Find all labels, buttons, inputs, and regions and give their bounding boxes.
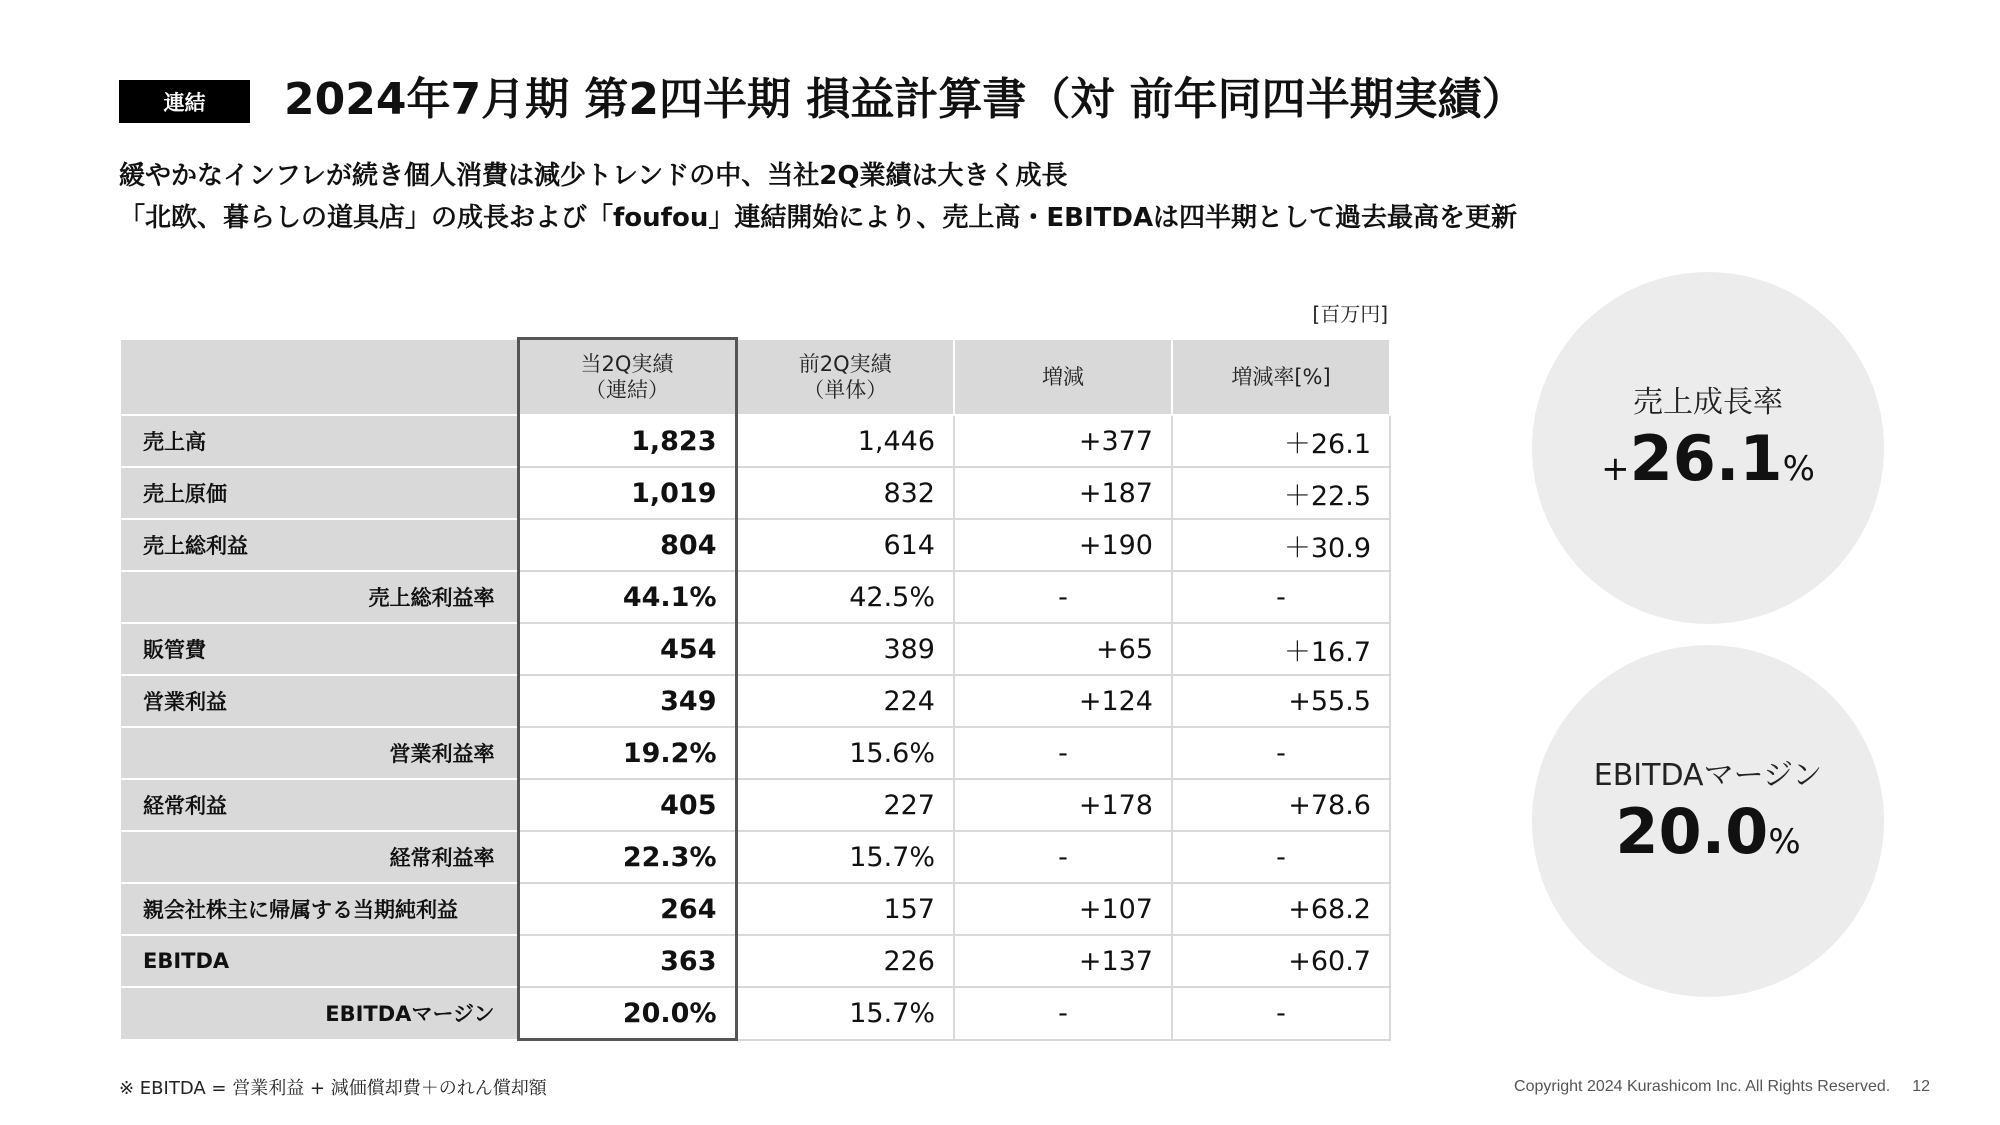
ebitda-margin-suffix: % xyxy=(1768,822,1801,862)
cell-diff: - xyxy=(954,831,1172,883)
table-row xyxy=(120,571,1390,623)
cell-rate: ＋16.7 xyxy=(1172,623,1390,675)
cell-current: 19.2% xyxy=(518,727,736,779)
cell-diff: +187 xyxy=(954,467,1172,519)
header-previous-line1: 前2Q実績 xyxy=(798,351,892,376)
table-header-row xyxy=(120,339,1390,416)
table-row xyxy=(120,883,1390,935)
row-label: 経常利益率 xyxy=(120,831,518,883)
cell-diff: - xyxy=(954,987,1172,1040)
consolidated-badge: 連結 xyxy=(119,80,250,123)
cell-previous: 42.5% xyxy=(736,571,954,623)
header-current xyxy=(518,339,736,416)
table-row xyxy=(120,675,1390,727)
cell-previous: 15.6% xyxy=(736,727,954,779)
cell-rate: +78.6 xyxy=(1172,779,1390,831)
row-label: 売上高 xyxy=(120,415,518,467)
cell-current: 1,019 xyxy=(518,467,736,519)
header-current-line1: 当2Q実績 xyxy=(580,352,674,376)
cell-current: 804 xyxy=(518,519,736,571)
row-label: 売上原価 xyxy=(120,467,518,519)
subtitle-line-2: 「北欧、暮らしの道具店」の成長および「foufou」連結開始により、売上高・EBITDAは四半期として過去最高を更新 xyxy=(119,203,1518,233)
table-row xyxy=(120,415,1390,467)
cell-current: 20.0% xyxy=(518,987,736,1040)
footer xyxy=(1514,1078,1930,1096)
cell-previous: 832 xyxy=(736,467,954,519)
cell-previous: 224 xyxy=(736,675,954,727)
cell-diff: +137 xyxy=(954,935,1172,987)
row-label: 経常利益 xyxy=(120,779,518,831)
header-rate: 増減率[%] xyxy=(1172,339,1390,416)
cell-previous: 1,446 xyxy=(736,415,954,467)
cell-rate: - xyxy=(1172,727,1390,779)
cell-diff: +124 xyxy=(954,675,1172,727)
cell-rate: ＋22.5 xyxy=(1172,467,1390,519)
sales-growth-value xyxy=(1532,422,1884,495)
header-label-blank xyxy=(120,339,518,416)
table-row xyxy=(120,831,1390,883)
row-label: 親会社株主に帰属する当期純利益 xyxy=(120,883,518,935)
cell-previous: 614 xyxy=(736,519,954,571)
ebitda-margin-number: 20.0 xyxy=(1615,795,1769,868)
cell-rate: +68.2 xyxy=(1172,883,1390,935)
cell-current: 349 xyxy=(518,675,736,727)
cell-previous: 15.7% xyxy=(736,831,954,883)
cell-diff: - xyxy=(954,727,1172,779)
cell-current: 405 xyxy=(518,779,736,831)
sales-growth-circle xyxy=(1532,272,1884,624)
cell-previous: 227 xyxy=(736,779,954,831)
cell-diff: +377 xyxy=(954,415,1172,467)
ebitda-margin-label: EBITDAマージン xyxy=(1593,758,1823,793)
cell-current: 264 xyxy=(518,883,736,935)
sales-growth-prefix: + xyxy=(1601,449,1630,489)
row-label: 売上総利益 xyxy=(120,519,518,571)
ebitda-margin-circle xyxy=(1532,645,1884,997)
row-label: 売上総利益率 xyxy=(120,571,518,623)
cell-diff: - xyxy=(954,571,1172,623)
ebitda-footnote: ※ EBITDA = 営業利益 + 減価償却費＋のれん償却額 xyxy=(119,1078,547,1099)
table-row xyxy=(120,935,1390,987)
cell-current: 22.3% xyxy=(518,831,736,883)
cell-current: 44.1% xyxy=(518,571,736,623)
table-row xyxy=(120,519,1390,571)
ebitda-margin-value xyxy=(1532,795,1884,868)
cell-current: 454 xyxy=(518,623,736,675)
cell-current: 1,823 xyxy=(518,415,736,467)
cell-rate: +60.7 xyxy=(1172,935,1390,987)
cell-diff: +190 xyxy=(954,519,1172,571)
header-diff: 増減 xyxy=(954,339,1172,416)
sales-growth-label: 売上成長率 xyxy=(1633,385,1783,420)
row-label: EBITDA xyxy=(120,935,518,987)
cell-rate: ＋26.1 xyxy=(1172,415,1390,467)
row-label: 販管費 xyxy=(120,623,518,675)
cell-rate: +55.5 xyxy=(1172,675,1390,727)
cell-rate: ＋30.9 xyxy=(1172,519,1390,571)
cell-diff: +178 xyxy=(954,779,1172,831)
cell-diff: +65 xyxy=(954,623,1172,675)
cell-previous: 389 xyxy=(736,623,954,675)
header-current-line2: （連結） xyxy=(585,378,669,402)
cell-previous: 15.7% xyxy=(736,987,954,1040)
cell-rate: - xyxy=(1172,571,1390,623)
table-row xyxy=(120,779,1390,831)
table-row xyxy=(120,623,1390,675)
table-row xyxy=(120,987,1390,1040)
cell-diff: +107 xyxy=(954,883,1172,935)
row-label: 営業利益 xyxy=(120,675,518,727)
copyright-text: Copyright 2024 Kurashicom Inc. All Rights Reserved. xyxy=(1514,1078,1891,1095)
row-label: EBITDAマージン xyxy=(120,987,518,1040)
unit-label: [百万円] xyxy=(1312,302,1388,326)
cell-rate: - xyxy=(1172,987,1390,1040)
cell-rate: - xyxy=(1172,831,1390,883)
table-row xyxy=(120,467,1390,519)
income-statement-table xyxy=(119,337,1391,1041)
page-title: 2024年7月期 第2四半期 損益計算書（対 前年同四半期実績） xyxy=(284,74,1526,125)
row-label: 営業利益率 xyxy=(120,727,518,779)
cell-previous: 157 xyxy=(736,883,954,935)
sales-growth-number: 26.1 xyxy=(1629,422,1783,495)
sales-growth-suffix: % xyxy=(1782,449,1815,489)
subtitle-line-1: 緩やかなインフレが続き個人消費は減少トレンドの中、当社2Q業績は大きく成長 xyxy=(119,161,1068,191)
cell-previous: 226 xyxy=(736,935,954,987)
page-number: 12 xyxy=(1912,1078,1930,1095)
header-previous-line2: （単体） xyxy=(803,377,888,402)
table-row xyxy=(120,727,1390,779)
header-previous xyxy=(736,339,954,416)
cell-current: 363 xyxy=(518,935,736,987)
